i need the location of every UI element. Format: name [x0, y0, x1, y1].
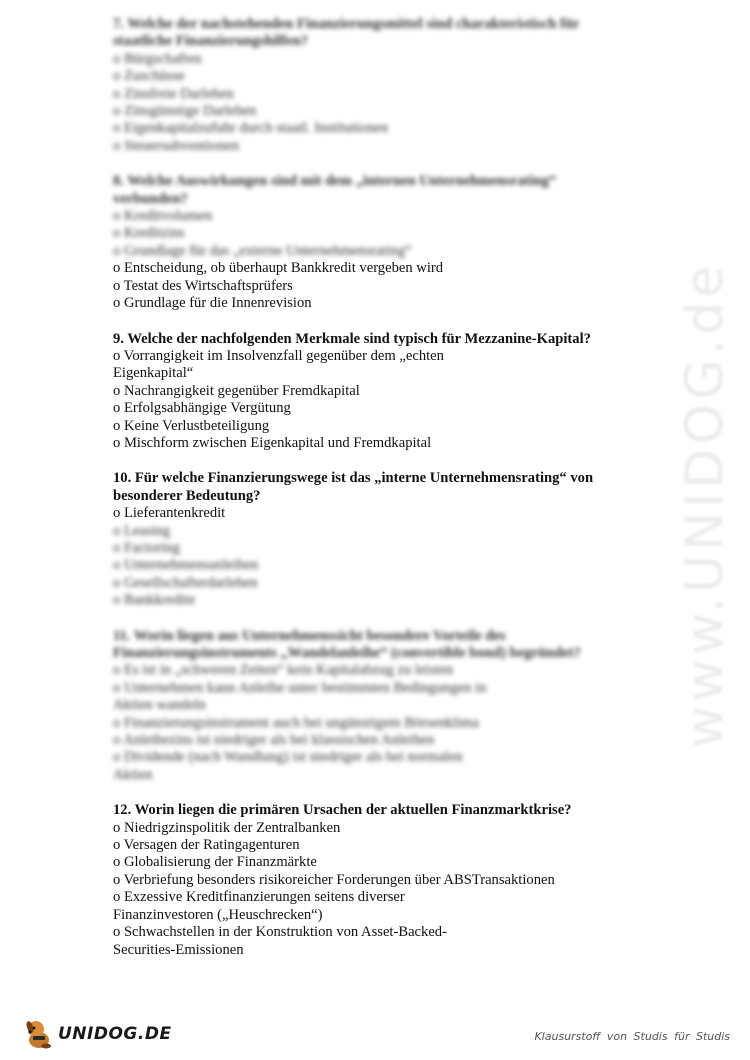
- question-8: [113, 173, 633, 312]
- answer-option: o Testat des Wirtschaftsprüfers: [113, 277, 293, 294]
- question-title: 11. Worin liegen aus Unternehmenssicht besondere Vorteile des Finanzierungsinstruments „Wandelanleihe“ (convertible bond) begründet?: [113, 627, 581, 661]
- question-title: 8. Welche Auswirkungen sind mit dem „internen Unternehmensrating“ verbunden?: [113, 173, 557, 207]
- question-11: [113, 628, 633, 785]
- answer-option: o Unternehmen kann Anleihe unter bestimmten Bedingungen in Aktien wandeln: [113, 679, 487, 714]
- answer-option: o Kreditvolumen: [113, 208, 213, 225]
- footer-tagline: Klausurstoff von Studis für Studis: [534, 1030, 730, 1043]
- answer-option: o Factoring: [113, 539, 180, 556]
- answer-option: o Keine Verlustbeteiligung: [113, 417, 270, 434]
- question-list: [113, 16, 633, 977]
- question-10: [113, 470, 633, 609]
- watermark: [660, 261, 750, 749]
- answer-option: o Zuschüsse: [113, 68, 185, 85]
- answer-option: o Mischform zwischen Eigenkapital und Fremdkapital: [113, 434, 432, 451]
- answer-option: o Steuersubventionen: [113, 137, 240, 154]
- dog-mascot-icon: [22, 1016, 56, 1050]
- answer-option: o Nachrangigkeit gegenüber Fremdkapital: [113, 382, 360, 399]
- answer-option: o Grundlage für das „externe Unternehmensrating“: [113, 242, 412, 259]
- answer-option: o Globalisierung der Finanzmärkte: [113, 854, 317, 871]
- answer-option: o Bürgschaften: [113, 50, 202, 67]
- question-title: 12. Worin liegen die primären Ursachen der aktuellen Finanzmarktkrise?: [113, 802, 572, 819]
- question-title: 7. Welche der nachstehenden Finanzierungsmittel sind charakteristisch für staatliche Finanzierungshilfen?: [113, 16, 580, 50]
- question-title: 10. Für welche Finanzierungswege ist das „interne Unternehmensrating“ von besonderer Bedeutung?: [113, 470, 594, 504]
- answer-option: o Exzessive Kreditfinanzierungen seitens diverser Finanzinvestoren („Heuschrecken“): [113, 889, 405, 923]
- answer-option: o Leasing: [113, 522, 171, 539]
- answer-option: o Kreditzins: [113, 225, 185, 242]
- unidog-logo: [22, 1016, 172, 1050]
- answer-option: o Niedrigzinspolitik der Zentralbanken: [113, 819, 341, 836]
- answer-option: o Unternehmensanleihen: [113, 557, 259, 574]
- answer-option: o Versagen der Ratingagenturen: [113, 837, 300, 854]
- watermark-text: www.UNIDOG.de: [675, 261, 735, 749]
- question-9: [113, 331, 633, 453]
- question-title: 9. Welche der nachfolgenden Merkmale sind typisch für Mezzanine-Kapital?: [113, 330, 591, 347]
- answer-option: o Vorrangigkeit im Insolvenzfall gegenüber dem „echten Eigenkapital“: [113, 347, 444, 382]
- answer-option: o Lieferantenkredit: [113, 505, 226, 522]
- answer-option: o Zinsfreie Darlehen: [113, 85, 234, 102]
- answer-option: o Bankkredite: [113, 592, 196, 609]
- question-12: [113, 802, 633, 959]
- answer-option: o Entscheidung, ob überhaupt Bankkredit vergeben wird: [113, 260, 444, 277]
- logo-text: UNIDOG.DE: [58, 1024, 172, 1044]
- answer-option: o Eigenkapitalzufuhr durch staatl. Institutionen: [113, 120, 389, 137]
- answer-option: o Es ist in „schweren Zeiten“ kein Kapitalabzug zu leisten: [113, 662, 453, 679]
- question-7: [113, 16, 633, 155]
- answer-option: o Dividende (nach Wandlung) ist niedriger als bei normalen Aktien: [113, 749, 463, 783]
- answer-option: o Erfolgsabhängige Vergütung: [113, 400, 291, 417]
- answer-option: o Gesellschafterdarlehen: [113, 574, 258, 591]
- answer-option: o Grundlage für die Innenrevision: [113, 295, 312, 312]
- answer-option: o Finanzierungsinstrument auch bei ungünstigem Börsenklima: [113, 714, 479, 731]
- answer-option: o Schwachstellen in der Konstruktion von Asset-Backed- Securities-Emissionen: [113, 924, 447, 958]
- answer-option: o Anleihezins ist niedriger als bei klassischen Anleihen: [113, 732, 435, 749]
- answer-option: o Zinsgünstige Darlehen: [113, 103, 257, 120]
- answer-option: o Verbriefung besonders risikoreicher Forderungen über ABSTransaktionen: [113, 871, 555, 888]
